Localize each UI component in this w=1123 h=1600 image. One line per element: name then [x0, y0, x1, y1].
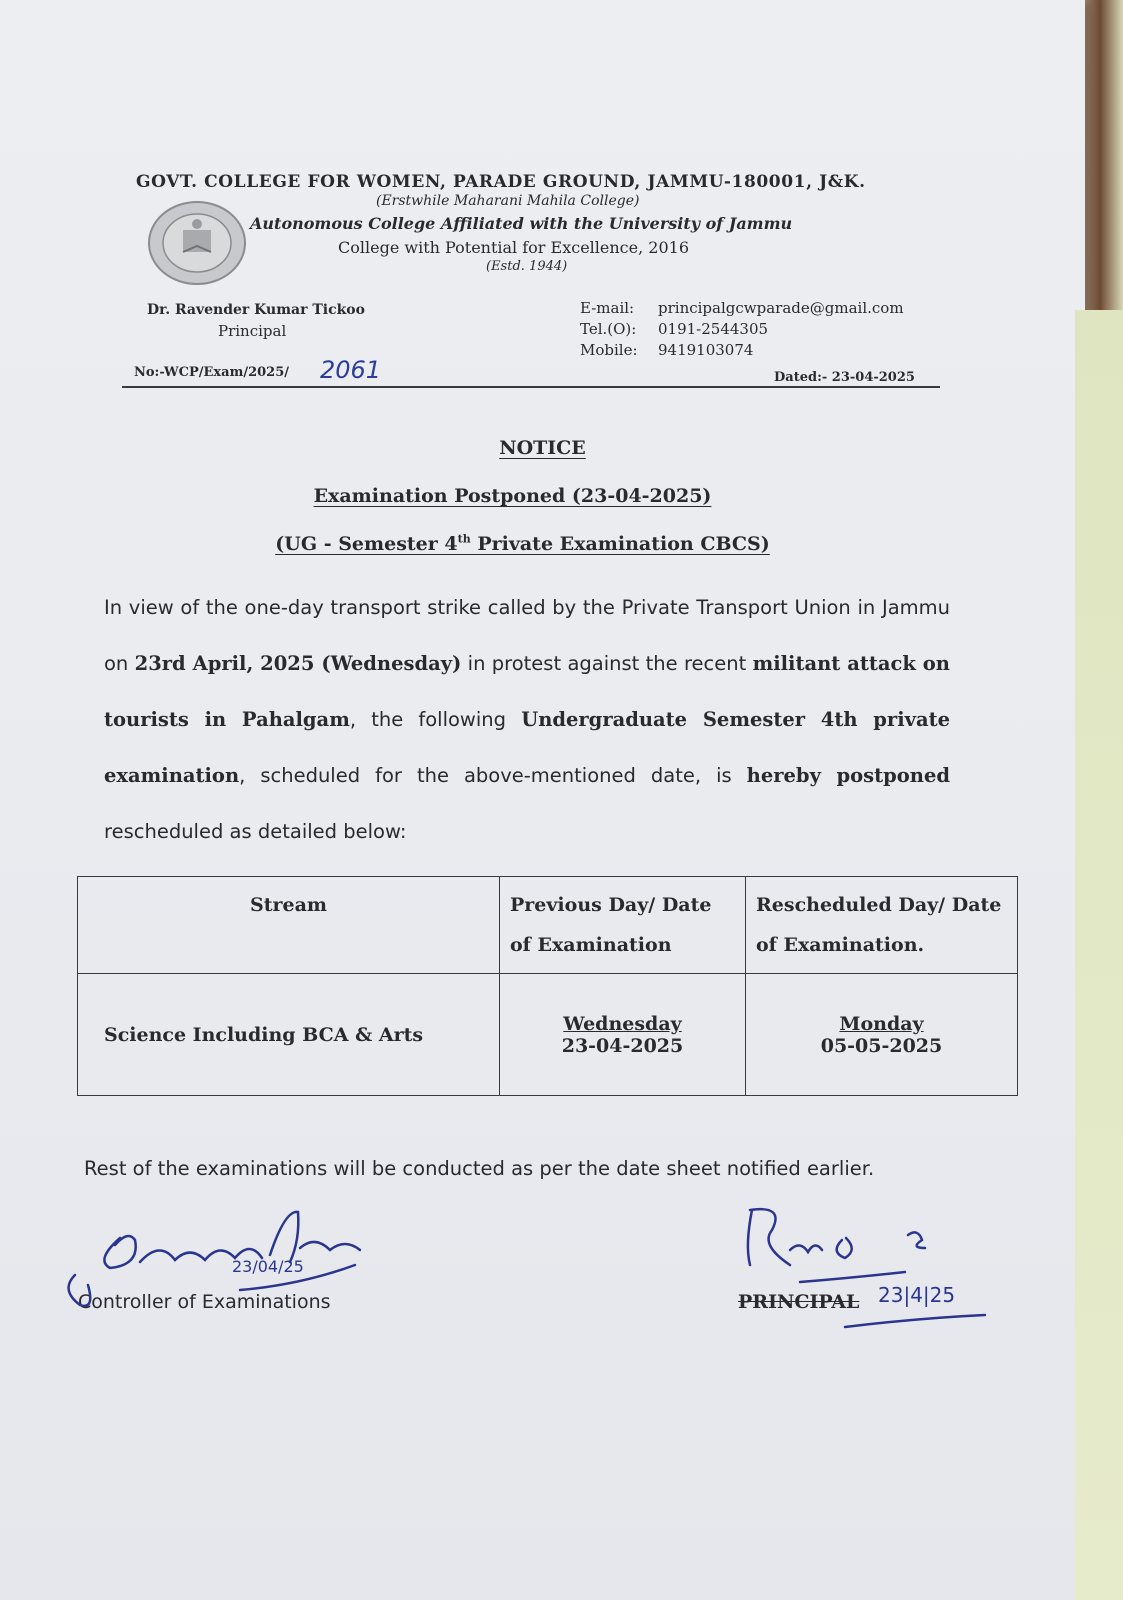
- recognition: College with Potential for Excellence, 2016: [338, 238, 689, 257]
- table-header: Stream: [78, 877, 500, 974]
- rescheduled-date-cell: [746, 974, 1018, 1096]
- previous-day: Wednesday: [563, 1012, 682, 1035]
- mobile-label: Mobile:: [580, 341, 638, 359]
- previous-date-cell: [500, 974, 746, 1096]
- controller-label: Controller of Examinations: [78, 1291, 331, 1313]
- principal-name: Dr. Ravender Kumar Tickoo: [147, 302, 365, 318]
- background-paper: [1075, 310, 1123, 1600]
- rest-note: Rest of the examinations will be conducted as per the date sheet notified earlier.: [84, 1157, 875, 1180]
- stream-cell: Science Including BCA & Arts: [78, 974, 500, 1096]
- principal-label: PRINCIPAL: [738, 1291, 860, 1313]
- affiliation: Autonomous College Affiliated with the University of Jammu: [250, 214, 793, 233]
- table-row: [78, 974, 1018, 1096]
- previous-date: 23-04-2025: [561, 1034, 684, 1057]
- rescheduled-date: 05-05-2025: [820, 1034, 943, 1057]
- mobile-value: 9419103074: [658, 341, 754, 359]
- svg-text:23/04/25: 23/04/25: [232, 1257, 304, 1276]
- principal-title: Principal: [218, 322, 287, 340]
- table-header-row: [78, 877, 1018, 974]
- tel-value: 0191-2544305: [658, 320, 769, 338]
- table-header: Rescheduled Day/ Date of Examination.: [746, 877, 1018, 974]
- reference-handwritten: 2061: [320, 356, 382, 384]
- notice-heading: NOTICE: [499, 437, 586, 459]
- contact-block: [580, 298, 904, 361]
- svg-text:23|4|25: 23|4|25: [878, 1283, 956, 1307]
- dated: Dated:- 23-04-2025: [774, 370, 915, 385]
- former-name: (Erstwhile Maharani Mahila College): [376, 193, 640, 209]
- established-year: (Estd. 1944): [486, 259, 568, 274]
- exam-title: (UG - Semester 4th Private Examination CBCS): [275, 533, 770, 556]
- notice-subject: Examination Postponed (23-04-2025): [313, 485, 712, 507]
- table-header: Previous Day/ Date of Examination: [500, 877, 746, 974]
- email-label: E-mail:: [580, 299, 635, 317]
- tel-label: Tel.(O):: [580, 320, 637, 338]
- header-divider: [122, 386, 940, 388]
- rescheduled-day: Monday: [839, 1012, 924, 1035]
- schedule-table: [77, 876, 1018, 1096]
- reference-number: No:-WCP/Exam/2025/: [134, 365, 290, 380]
- college-name: GOVT. COLLEGE FOR WOMEN, PARADE GROUND, JAMMU-180001, J&K.: [136, 172, 866, 192]
- email-value: principalgcwparade@gmail.com: [658, 299, 904, 317]
- college-seal-icon: [147, 200, 247, 286]
- notice-body: In view of the one-day transport strike called by the Private Transport Union in Jammu on 23rd April, 2025 (Wednesday) in protest against the recent militant attack on tourists in Pahalgam, the following Undergraduate Semester 4th private examination, scheduled for the above-mentioned date, is hereby postponed rescheduled as detailed below:: [104, 596, 950, 843]
